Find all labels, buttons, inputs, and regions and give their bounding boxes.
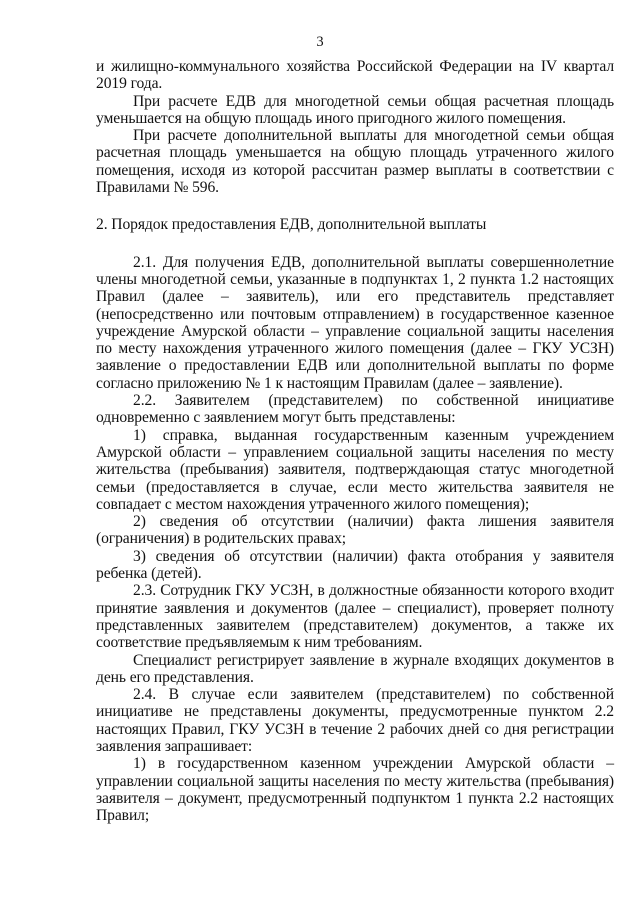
paragraph-2-3: 2.3. Сотрудник ГКУ УСЗН, в должностные обязанности которого входит принятие заявления и документов (далее – специалист), проверяет полноту представленных заявителем (представителем) документов, а также их соответствие предъявляемым к ним требованиям. bbox=[96, 582, 614, 652]
paragraph-continuation: и жилищно-коммунального хозяйства Российской Федерации на IV квартал 2019 года. bbox=[96, 58, 614, 93]
paragraph-edv-area: При расчете ЕДВ для многодетной семьи общая расчетная площадь уменьшается на общую площадь иного пригодного жилого помещения. bbox=[96, 92, 614, 127]
paragraph-registration: Специалист регистрирует заявление в журнале входящих документов в день его представления. bbox=[96, 651, 614, 686]
paragraph-2-4: 2.4. В случае если заявителем (представителем) по собственной инициативе не представлены документы, предусмотренные пунктом 2.2 настоящих Правил, ГКУ УСЗН в течение 2 рабочих дней со дня регистрации заявления запрашивает: bbox=[96, 686, 614, 755]
section-heading: 2. Порядок предоставления ЕДВ, дополнительной выплаты bbox=[96, 216, 487, 234]
paragraph-2-2-item-2: 2) сведения об отсутствии (наличии) факта лишения заявителя (ограничения) в родительских правах; bbox=[96, 513, 614, 548]
paragraph-2-2-item-3: 3) сведения об отсутствии (наличии) факта отобрания у заявителя ребенка (детей). bbox=[96, 547, 614, 583]
paragraph-2-4-item-1: 1) в государственном казенном учреждении Амурской области – управлении социальной защиты населения по месту жительства (пребывания) заявителя – документ, предусмотренный подпунктом 1 пункта 2.2 настоящих Правил; bbox=[96, 755, 614, 825]
page-number: 3 bbox=[316, 34, 324, 50]
paragraph-2-1: 2.1. Для получения ЕДВ, дополнительной выплаты совершеннолетние члены многодетной семьи, указанные в подпунктах 1, 2 пункта 1.2 настоящих Правил (далее – заявитель), или его представитель представляет (непосредственно или почтовым отправлением) в государственное казенное учреждение Амурской области – управление социальной защиты населения по месту нахождения утраченного жилого помещения (далее – ГКУ УСЗН) заявление о предоставлении ЕДВ или дополнительной выплаты по форме согласно приложению № 1 к настоящим Правилам (далее – заявление). bbox=[96, 253, 614, 392]
paragraph-additional-payment-area: При расчете дополнительной выплаты для многодетной семьи общая расчетная площадь уменьшается на общую площадь утраченного жилого помещения, исходя из которой рассчитан размер выплаты в соответствии с Правилами № 596. bbox=[96, 127, 614, 197]
paragraph-2-2-item-1: 1) справка, выданная государственным казенным учреждением Амурской области – управлением социальной защиты населения по месту жительства (пребывания) заявителя, подтверждающая статус многодетной семьи (предоставляется в случае, если место жительства заявителя не совпадает с местом нахождения утраченного жилого помещения); bbox=[96, 426, 614, 513]
document-body bbox=[96, 58, 614, 824]
paragraph-2-2: 2.2. Заявителем (представителем) по собственной инициативе одновременно с заявлением могут быть представлены: bbox=[96, 392, 614, 427]
